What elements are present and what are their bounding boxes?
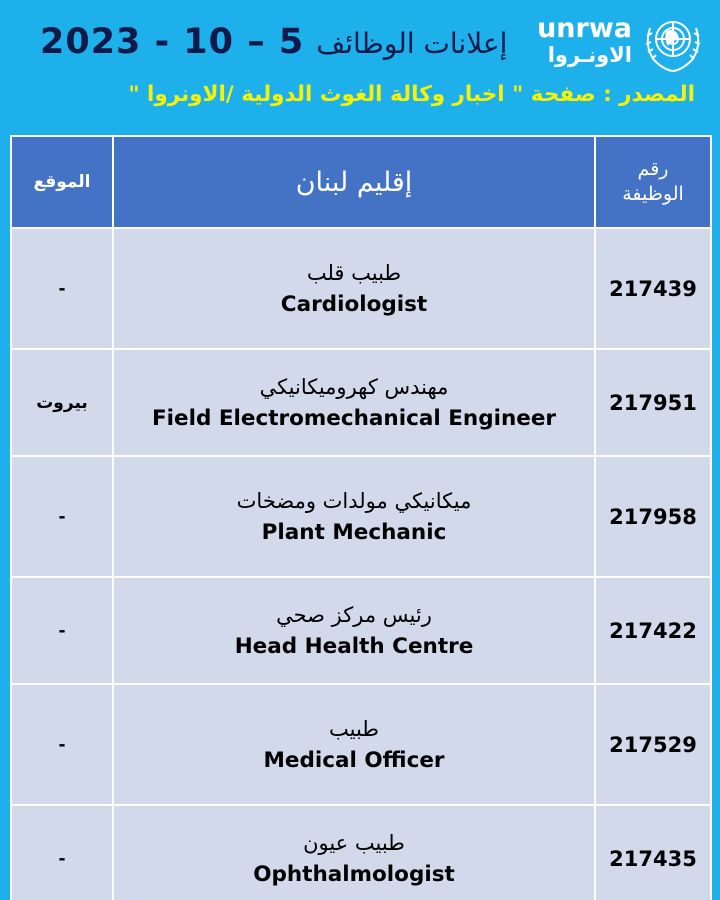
job-title-english: Plant Mechanic	[261, 519, 447, 545]
job-location: -	[11, 228, 113, 349]
job-location: -	[11, 684, 113, 805]
header-job-number-line2: الوظيفة	[622, 183, 684, 205]
header-location: الموقع	[11, 136, 113, 228]
job-title-arabic: طبيب عيون	[303, 830, 405, 855]
header	[0, 0, 720, 130]
table-row	[11, 684, 711, 805]
job-location: -	[11, 456, 113, 577]
un-emblem-icon	[638, 6, 708, 76]
job-title-arabic: ميكانيكي مولدات ومضخات	[236, 488, 472, 513]
job-number: 217529	[595, 684, 711, 805]
job-title-arabic: طبيب قلب	[306, 260, 402, 285]
job-title-english: Medical Officer	[263, 747, 445, 773]
table-row	[11, 805, 711, 900]
job-title	[113, 349, 595, 456]
job-title-english: Head Health Centre	[234, 633, 474, 659]
job-location: -	[11, 577, 113, 684]
table-row	[11, 349, 711, 456]
logo-wordmark-arabic: الاونـروا	[547, 43, 632, 67]
unrwa-logo	[530, 6, 708, 76]
job-number: 217439	[595, 228, 711, 349]
job-location: بيروت	[11, 349, 113, 456]
job-title	[113, 228, 595, 349]
job-title-arabic: مهندس كهروميكانيكي	[259, 374, 449, 399]
page-title	[40, 22, 520, 72]
job-location: -	[11, 805, 113, 900]
job-number: 217958	[595, 456, 711, 577]
table-row	[11, 228, 711, 349]
table-row	[11, 456, 711, 577]
logo-wordmark-english: unrwa	[537, 13, 632, 44]
job-title-english: Cardiologist	[280, 291, 428, 317]
job-title-arabic: رئيس مركز صحي	[276, 602, 432, 627]
job-title	[113, 684, 595, 805]
table-row	[11, 577, 711, 684]
title-date: 2023 - 10 – 5	[40, 22, 305, 62]
job-number: 217951	[595, 349, 711, 456]
header-region: إقليم لبنان	[113, 136, 595, 228]
job-title	[113, 805, 595, 900]
header-job-number-line1: رقم	[637, 158, 669, 180]
table-header-row	[11, 136, 711, 228]
source-line: المصدر : صفحة " اخبار وكالة الغوث الدولية /الاونروا "	[128, 82, 695, 107]
logo-text	[537, 15, 632, 67]
job-title-english: Ophthalmologist	[253, 861, 455, 887]
header-job-number	[595, 136, 711, 228]
jobs-table	[10, 135, 712, 900]
job-number: 217435	[595, 805, 711, 900]
job-number: 217422	[595, 577, 711, 684]
job-title-arabic: طبيب	[328, 716, 379, 741]
title-arabic: إعلانات الوظائف	[316, 27, 508, 60]
job-title	[113, 577, 595, 684]
job-title-english: Field Electromechanical Engineer	[151, 405, 557, 431]
job-title	[113, 456, 595, 577]
